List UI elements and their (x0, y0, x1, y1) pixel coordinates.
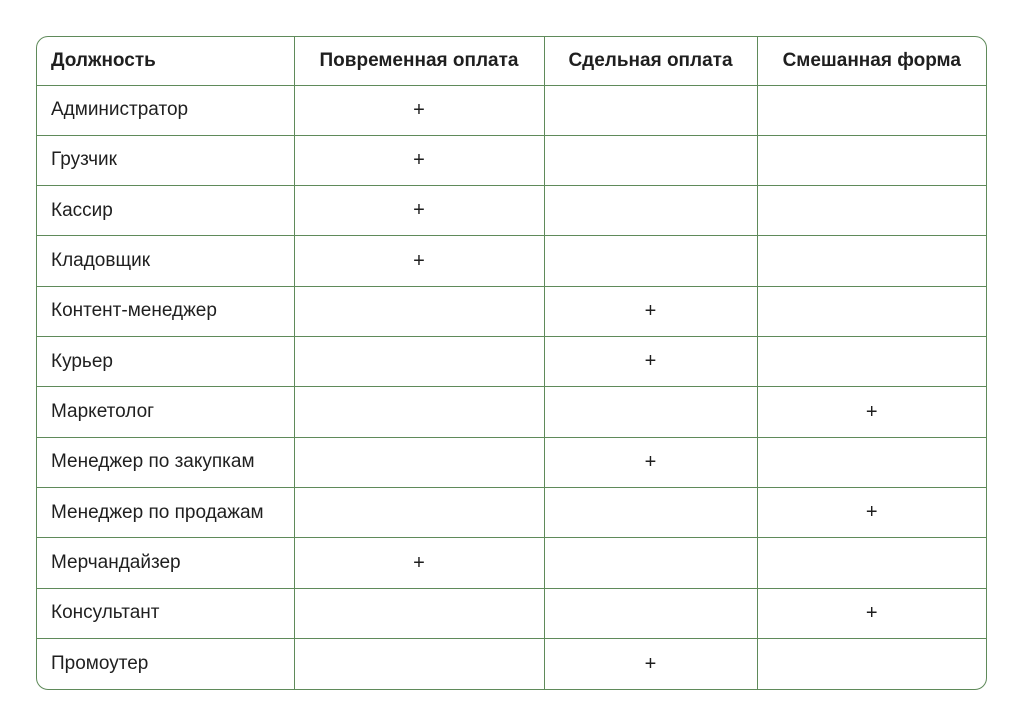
header-row (37, 37, 986, 85)
position-cell: Консультант (37, 588, 294, 638)
time-pay-cell (294, 639, 544, 689)
piece-pay-cell: + (544, 437, 757, 487)
position-cell: Грузчик (37, 135, 294, 185)
piece-pay-cell: + (544, 337, 757, 387)
header-time-pay: Повременная оплата (294, 37, 544, 85)
position-cell: Менеджер по продажам (37, 488, 294, 538)
mixed-pay-cell (757, 639, 986, 689)
piece-pay-cell (544, 538, 757, 588)
header-mixed-pay: Смешанная форма (757, 37, 986, 85)
header-piece-pay: Сдельная оплата (544, 37, 757, 85)
table-row (37, 186, 986, 236)
position-cell: Кладовщик (37, 236, 294, 286)
piece-pay-cell: + (544, 286, 757, 336)
time-pay-cell (294, 437, 544, 487)
table-row (37, 236, 986, 286)
mixed-pay-cell (757, 337, 986, 387)
piece-pay-cell (544, 488, 757, 538)
table-row (37, 286, 986, 336)
mixed-pay-cell (757, 286, 986, 336)
piece-pay-cell (544, 387, 757, 437)
position-cell: Менеджер по закупкам (37, 437, 294, 487)
mixed-pay-cell: + (757, 488, 986, 538)
time-pay-cell: + (294, 186, 544, 236)
table-row (37, 437, 986, 487)
table-row (37, 387, 986, 437)
table-row (37, 85, 986, 135)
position-cell: Курьер (37, 337, 294, 387)
position-cell: Промоутер (37, 639, 294, 689)
position-cell: Маркетолог (37, 387, 294, 437)
table-row (37, 488, 986, 538)
time-pay-cell: + (294, 135, 544, 185)
table (37, 37, 986, 689)
piece-pay-cell (544, 186, 757, 236)
piece-pay-cell (544, 135, 757, 185)
position-cell: Кассир (37, 186, 294, 236)
mixed-pay-cell (757, 186, 986, 236)
position-cell: Контент-менеджер (37, 286, 294, 336)
piece-pay-cell (544, 85, 757, 135)
position-cell: Мерчандайзер (37, 538, 294, 588)
position-cell: Администратор (37, 85, 294, 135)
piece-pay-cell (544, 236, 757, 286)
table-row (37, 337, 986, 387)
table-row (37, 135, 986, 185)
mixed-pay-cell (757, 135, 986, 185)
table-row (37, 538, 986, 588)
mixed-pay-cell (757, 236, 986, 286)
mixed-pay-cell (757, 538, 986, 588)
time-pay-cell: + (294, 85, 544, 135)
table-row (37, 588, 986, 638)
mixed-pay-cell (757, 437, 986, 487)
mixed-pay-cell: + (757, 588, 986, 638)
header-position: Должность (37, 37, 294, 85)
piece-pay-cell: + (544, 639, 757, 689)
mixed-pay-cell: + (757, 387, 986, 437)
time-pay-cell (294, 488, 544, 538)
time-pay-cell (294, 387, 544, 437)
time-pay-cell (294, 588, 544, 638)
time-pay-cell (294, 286, 544, 336)
piece-pay-cell (544, 588, 757, 638)
table-row (37, 639, 986, 689)
mixed-pay-cell (757, 85, 986, 135)
time-pay-cell (294, 337, 544, 387)
payment-forms-table (36, 36, 987, 690)
time-pay-cell: + (294, 538, 544, 588)
time-pay-cell: + (294, 236, 544, 286)
